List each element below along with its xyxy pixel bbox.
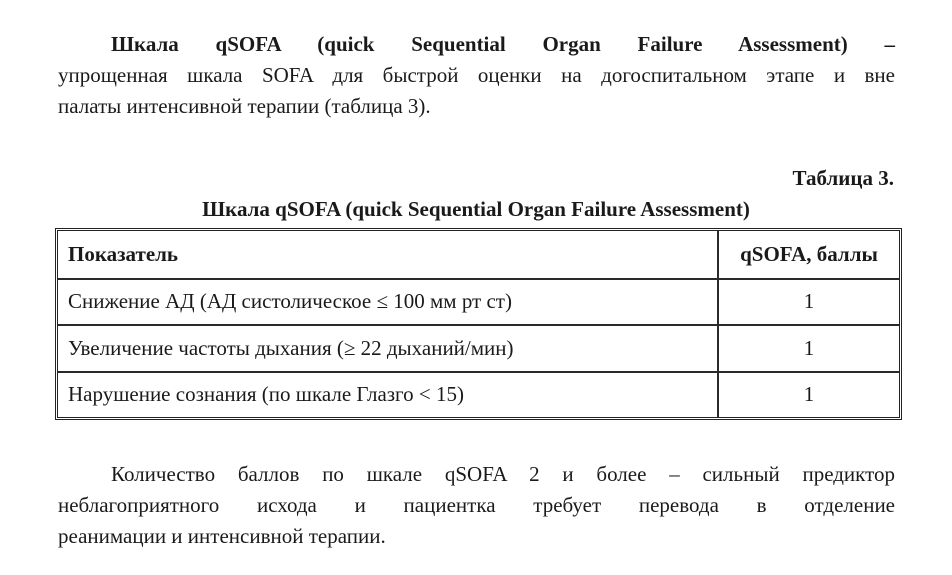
intro-line-3: палаты интенсивной терапии (таблица 3). [58,94,431,118]
outro-line-3: реанимации и интенсивной терапии. [58,524,386,548]
intro-title-line: Шкала qSOFA (quick Sequential Organ Failure Assessment) – [111,32,895,56]
row-score-gcs: 1 [718,372,899,418]
row-score-bp: 1 [718,279,899,326]
row-score-resp: 1 [718,325,899,372]
row-indicator-bp: Снижение АД (АД систолическое ≤ 100 мм рт ст) [58,279,718,326]
table-row [58,325,899,372]
intro-paragraph [58,29,895,122]
header-score: qSOFA, баллы [718,231,899,279]
table-row [58,372,899,418]
outro-paragraph [58,459,895,552]
row-indicator-gcs: Нарушение сознания (по шкале Глазго < 15) [58,372,718,418]
table-row [58,279,899,326]
table-title: Шкала qSOFA (quick Sequential Organ Failure Assessment) [202,197,750,221]
table-number-label: Таблица 3. [792,166,894,190]
qsofa-table [58,231,899,417]
table-header-row [58,231,899,279]
outro-line-2: неблагоприятного исхода и пациентка требует перевода в отделение [58,493,895,517]
row-indicator-resp: Увеличение частоты дыхания (≥ 22 дыханий/мин) [58,325,718,372]
intro-line-2: упрощенная шкала SOFA для быстрой оценки на догоспитальном этапе и вне [58,63,895,87]
outro-line-1: Количество баллов по шкале qSOFA 2 и более – сильный предиктор [111,462,895,486]
qsofa-table-frame [55,228,902,420]
header-indicator: Показатель [58,231,718,279]
